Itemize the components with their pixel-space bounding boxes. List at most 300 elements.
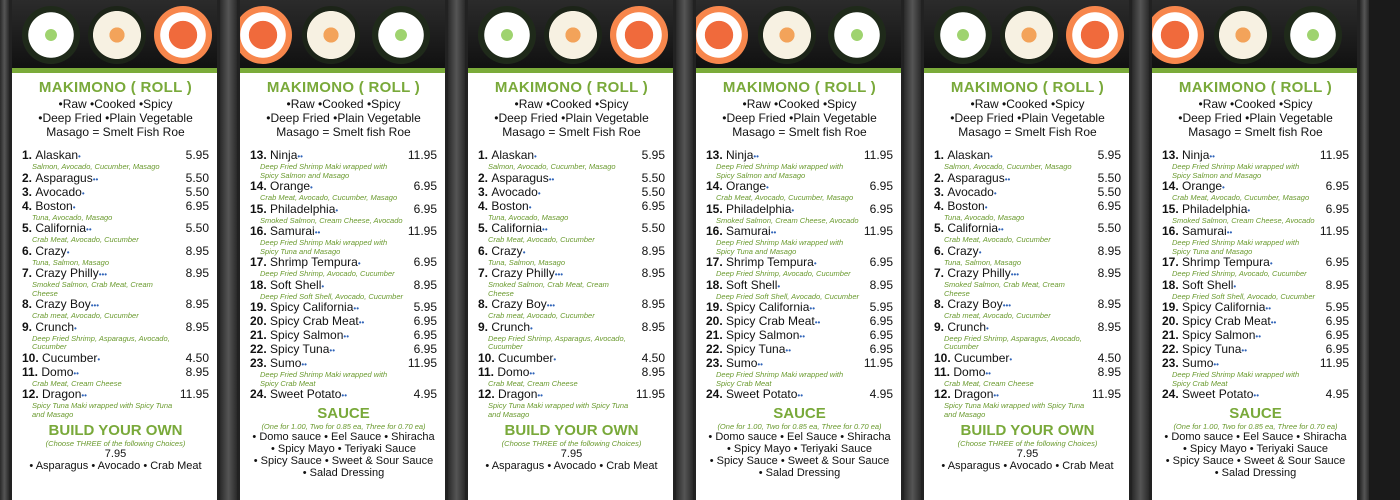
menu-item xyxy=(478,267,665,298)
section-subtitle: (One for 1.00, Two for 0.85 ea, Three for 0.70 ea) xyxy=(1173,422,1338,431)
menu-item-number: 4. xyxy=(934,198,948,213)
menu-item-price: 8.95 xyxy=(641,266,665,280)
sushi-roll-image xyxy=(1214,6,1272,64)
menu-item-label: Ninja xyxy=(270,148,298,162)
menu-item-number: 21. xyxy=(706,328,727,342)
menu-item xyxy=(22,172,209,186)
sauce-line: • Domo sauce • Eel Sauce • Shiracha xyxy=(252,431,435,443)
menu-item-number: 13. xyxy=(250,148,271,162)
menu-item xyxy=(934,267,1121,298)
menu-item xyxy=(250,315,437,329)
menu-item-number: 3. xyxy=(934,184,948,199)
menu-item-price: 5.50 xyxy=(641,184,665,199)
menu-item-price: 4.50 xyxy=(641,350,665,365)
category-marks: ••• xyxy=(1002,301,1012,310)
category-marks: • xyxy=(993,188,997,198)
category-marks: ••• xyxy=(554,270,564,279)
menu-item-number: 20. xyxy=(250,314,271,328)
build-your-own-section xyxy=(478,423,665,472)
menu-item xyxy=(22,222,209,245)
menu-item-number: 2. xyxy=(478,170,492,185)
menu-item-price: 8.95 xyxy=(1097,319,1121,334)
menu-item-label: Sweet Potato xyxy=(1182,387,1254,401)
legend-line: •Raw •Cooked •Spicy xyxy=(58,97,173,111)
category-marks: •• xyxy=(1255,332,1261,341)
menu-item-number: 16. xyxy=(250,224,271,238)
menu-item-number: 13. xyxy=(1162,148,1183,162)
menu-item-label: Dragon xyxy=(498,387,538,401)
menu-item-price: 4.95 xyxy=(1325,387,1349,401)
menu-item-label: Samurai xyxy=(1182,224,1227,238)
menu-item-description: Crab Meat, Avocado, Cucumber, Masago xyxy=(1172,193,1310,202)
menu-item-label: Orange xyxy=(726,179,767,193)
menu-item-number: 14. xyxy=(250,179,271,193)
category-marks: •• xyxy=(86,225,92,234)
menu-item-number: 7. xyxy=(934,266,948,280)
legend-line: •Deep Fried •Plain Vegetable xyxy=(1178,111,1333,125)
category-marks: • xyxy=(1233,281,1237,291)
menu-item xyxy=(934,245,1121,268)
menu-item-price: 11.95 xyxy=(179,387,209,401)
menu-item-price: 8.95 xyxy=(413,277,437,292)
menu-item-number: 11. xyxy=(22,364,42,379)
menu-item-number: 10. xyxy=(22,350,43,365)
menu-item-price: 6.95 xyxy=(869,179,893,193)
menu-item xyxy=(1162,357,1349,388)
menu-item-name xyxy=(478,186,635,200)
menu-item-price: 11.95 xyxy=(407,148,437,162)
menu-item xyxy=(1162,279,1349,302)
sauce-line: • Spicy Mayo • Teriyaki Sauce xyxy=(270,443,417,455)
menu-item xyxy=(706,203,893,226)
menu-item-number: 4. xyxy=(22,198,36,213)
menu-item-name xyxy=(478,352,635,366)
menu-item-price: 5.95 xyxy=(185,148,209,162)
menu-item-price: 8.95 xyxy=(1325,277,1349,292)
menu-item-description: Salmon, Avocado, Cucumber, Masago xyxy=(944,162,1072,171)
menu-item-name xyxy=(1162,203,1319,217)
menu-item-name xyxy=(478,321,635,335)
sushi-roll-image xyxy=(88,6,146,64)
menu-item-number: 17. xyxy=(250,255,271,269)
menu-item-number: 1. xyxy=(478,148,492,162)
menu-board-right xyxy=(237,0,448,500)
menu-title: MAKIMONO ( ROLL ) xyxy=(266,79,421,96)
category-marks: • xyxy=(66,247,70,257)
menu-item-name xyxy=(478,149,635,163)
menu-item-description: Crab Meat, Avocado, Cucumber xyxy=(944,235,1051,244)
menu-item-label: Ninja xyxy=(1182,148,1210,162)
menu-item-label: Spicy California xyxy=(726,300,810,314)
legend-line: Masago = Smelt Fish Roe xyxy=(46,125,185,139)
menu-item-name xyxy=(478,200,635,214)
sushi-roll-image xyxy=(758,6,816,64)
menu-item-price: 8.95 xyxy=(185,364,209,379)
menu-item-description: Deep Fried Shrimp Maki wrapped with Spicy Tuna and Masago xyxy=(260,238,388,256)
menu-item xyxy=(934,298,1121,321)
sushi-photo xyxy=(468,0,673,68)
menu-item-number: 1. xyxy=(934,148,948,162)
menu-item-name xyxy=(22,149,179,163)
menu-item-label: California xyxy=(35,221,87,235)
menu-item-price: 11.95 xyxy=(407,224,437,238)
menu-item-label: Crazy xyxy=(35,243,67,258)
menu-item-description: Tuna, Salmon, Masago xyxy=(488,257,565,267)
menu-item-label: Samurai xyxy=(270,224,315,238)
menu-item-description: Spicy Tuna Maki wrapped with Spicy Tuna and Masago xyxy=(944,401,1085,419)
menu-item-number: 8. xyxy=(934,297,948,311)
menu-item-description: Deep Fried Soft Shell, Avocado, Cucumber xyxy=(1172,291,1315,301)
menu-item xyxy=(1162,256,1349,279)
menu-item xyxy=(706,149,893,180)
menu-item-name xyxy=(478,267,635,281)
category-marks: •• xyxy=(297,152,303,161)
menu-item-label: Avocado xyxy=(35,184,82,199)
menu-item-name xyxy=(1162,279,1319,293)
menu-item-price: 6.95 xyxy=(1325,179,1349,193)
menu-item-number: 23. xyxy=(250,356,271,370)
menu-item-name xyxy=(478,245,635,259)
menu-item-description: Smoked Salmon, Crab Meat, Cream Cheese xyxy=(32,280,153,298)
frame-divider xyxy=(676,0,693,500)
menu-item-list xyxy=(1162,149,1349,402)
category-marks: •• xyxy=(542,225,548,234)
category-marks: •• xyxy=(358,318,365,327)
menu-item-label: Sumo xyxy=(1182,356,1214,370)
menu-item-description: Deep Fried Soft Shell, Avocado, Cucumber xyxy=(716,291,859,301)
menu-item xyxy=(934,200,1121,223)
menu-item-label: Soft Shell xyxy=(726,277,778,292)
menu-item-description: Tuna, Salmon, Masago xyxy=(32,257,109,267)
menu-item-name xyxy=(250,388,407,402)
menu-item-name xyxy=(1162,256,1319,270)
menu-item-name xyxy=(1162,315,1319,329)
menu-item-name xyxy=(22,186,179,200)
menu-item-label: Spicy Crab Meat xyxy=(270,314,359,328)
category-marks: •• xyxy=(1004,174,1011,184)
section-price: 7.95 xyxy=(1016,448,1039,460)
category-marks: •• xyxy=(73,368,79,378)
menu-item xyxy=(478,149,665,172)
frame-divider xyxy=(904,0,921,500)
build-your-own-section xyxy=(934,423,1121,472)
menu-item-label: Sweet Potato xyxy=(270,387,342,401)
legend-line: •Deep Fried •Plain Vegetable xyxy=(38,111,193,125)
menu-item-description: Tuna, Avocado, Masago xyxy=(32,212,113,222)
menu-item-name xyxy=(706,279,863,293)
category-marks: • xyxy=(72,202,76,212)
menu-item-label: California xyxy=(947,221,999,235)
menu-item xyxy=(706,180,893,203)
sushi-roll-image xyxy=(1000,6,1058,64)
sauce-line: • Spicy Sauce • Sweet & Sour Sauce xyxy=(1165,455,1346,467)
menu-item-name xyxy=(250,203,407,217)
legend-line: •Deep Fried •Plain Vegetable xyxy=(266,111,421,125)
category-marks: •• xyxy=(1265,304,1271,313)
category-marks: •• xyxy=(985,368,991,378)
menu-item-price: 8.95 xyxy=(1097,364,1121,379)
menu-item-name xyxy=(934,186,1091,200)
menu-item xyxy=(1162,315,1349,329)
menu-item-number: 22. xyxy=(706,342,727,356)
menu-item xyxy=(706,301,893,315)
menu-item-name xyxy=(934,200,1091,214)
menu-item-price: 5.50 xyxy=(185,184,209,199)
menu-item-number: 9. xyxy=(934,319,948,334)
menu-item-name xyxy=(706,301,863,315)
menu-item xyxy=(706,343,893,357)
menu-item xyxy=(1162,149,1349,180)
menu-item-name xyxy=(934,366,1091,380)
menu-item-description: Tuna, Salmon, Masago xyxy=(944,257,1021,267)
menu-item-name xyxy=(1162,329,1319,343)
menu-item-description: Deep Fried Shrimp Maki wrapped with Spicy Salmon and Masago xyxy=(716,162,844,180)
category-marks: •• xyxy=(314,228,321,237)
menu-item-price: 6.95 xyxy=(1325,314,1349,328)
menu-item-label: Cucumber xyxy=(42,350,98,365)
menu-item-price: 6.95 xyxy=(869,328,893,342)
legend-line: •Raw •Cooked •Spicy xyxy=(514,97,629,111)
menu-item-price: 8.95 xyxy=(185,266,209,280)
menu-item-name xyxy=(934,321,1091,335)
menu-item-number: 5. xyxy=(22,221,36,235)
section-title: BUILD YOUR OWN xyxy=(48,422,183,439)
menu-item-label: Ninja xyxy=(726,148,754,162)
menu-item-name xyxy=(22,172,179,186)
menu-item-label: Spicy California xyxy=(1182,300,1266,314)
menu-item xyxy=(22,366,209,389)
sushi-roll-image xyxy=(1284,6,1342,64)
menu-item-label: Crazy Philly xyxy=(491,266,555,280)
menu-item-label: California xyxy=(491,221,543,235)
menu-item-description: Deep Fried Shrimp, Asparagus, Avocado, Cucumber xyxy=(944,333,1082,351)
menu-board-right xyxy=(693,0,904,500)
menu-item-description: Salmon, Avocado, Cucumber, Masago xyxy=(488,162,616,171)
menu-item xyxy=(22,321,209,352)
menu-item-number: 10. xyxy=(478,350,499,365)
menu-item-label: Crazy Philly xyxy=(35,266,99,280)
menu-item-label: Philadelphia xyxy=(1182,201,1248,216)
menu-item xyxy=(706,357,893,388)
menu-item-label: Crunch xyxy=(35,319,75,334)
category-marks: •• xyxy=(329,346,335,355)
menu-item xyxy=(22,245,209,268)
menu-item-name xyxy=(22,388,179,402)
category-marks: •• xyxy=(797,391,804,400)
menu-item-description: Deep Fried Shrimp Maki wrapped with Spicy Tuna and Masago xyxy=(716,238,844,256)
menu-item xyxy=(1162,180,1349,203)
menu-item xyxy=(250,301,437,315)
menu-item-list xyxy=(478,149,665,419)
sushi-roll-image xyxy=(478,6,536,64)
legend-line: •Raw •Cooked •Spicy xyxy=(286,97,401,111)
menu-item-price: 5.50 xyxy=(641,170,665,185)
category-marks: • xyxy=(81,188,85,198)
category-marks: •• xyxy=(92,174,99,184)
menu-item-label: Orange xyxy=(1182,179,1223,193)
menu-item-description: Crab Meat, Avocado, Cucumber, Masago xyxy=(716,193,854,202)
menu-item-price: 6.95 xyxy=(185,198,209,213)
menu-item-label: Sweet Potato xyxy=(726,387,798,401)
menu-item-number: 21. xyxy=(1162,328,1183,342)
menu-item-price: 6.95 xyxy=(1097,198,1121,213)
section-subtitle: (One for 1.00, Two for 0.85 ea, Three for 0.70 ea) xyxy=(261,422,426,431)
section-price: 7.95 xyxy=(104,448,127,460)
menu-item-description: Deep Fried Shrimp Maki wrapped with Spicy Crab Meat xyxy=(716,370,844,388)
category-marks: •• xyxy=(529,368,535,378)
menu-item-number: 19. xyxy=(1162,300,1183,314)
menu-item xyxy=(706,329,893,343)
menu-item-price: 8.95 xyxy=(1097,243,1121,258)
menu-title: MAKIMONO ( ROLL ) xyxy=(1178,79,1333,96)
category-marks: •• xyxy=(1241,346,1247,355)
sauce-line: • Salad Dressing xyxy=(758,467,841,479)
menu-item-label: Spicy Salmon xyxy=(270,328,344,342)
menu-item-label: Orange xyxy=(270,179,311,193)
category-marks: •• xyxy=(341,391,348,400)
menu-item-price: 5.95 xyxy=(413,300,437,314)
menu-item-name xyxy=(478,366,635,380)
legend-line: •Raw •Cooked •Spicy xyxy=(742,97,857,111)
menu-item-number: 24. xyxy=(706,387,727,401)
menu-item-label: Shrimp Tempura xyxy=(270,255,358,269)
menu-item-number: 20. xyxy=(706,314,727,328)
menu-item-name xyxy=(1162,343,1319,357)
sushi-photo xyxy=(924,0,1129,68)
menu-item-label: Crunch xyxy=(947,319,987,334)
menu-item-number: 6. xyxy=(22,243,36,258)
menu-item-number: 19. xyxy=(706,300,727,314)
sauce-line: • Spicy Mayo • Teriyaki Sauce xyxy=(726,443,873,455)
menu-item-description: Salmon, Avocado, Cucumber, Masago xyxy=(32,162,160,171)
menu-item xyxy=(250,329,437,343)
menu-item-label: Soft Shell xyxy=(270,277,322,292)
category-marks: •• xyxy=(993,391,999,400)
menu-item xyxy=(478,388,665,419)
category-marks: • xyxy=(1222,183,1225,192)
menu-item-number: 19. xyxy=(250,300,271,314)
section-subtitle: (Choose THREE of the following Choices) xyxy=(501,439,642,448)
category-marks: • xyxy=(553,354,557,364)
category-marks: •• xyxy=(81,391,87,400)
menu-item-label: Asparagus xyxy=(947,170,1005,185)
menu-item-price: 5.95 xyxy=(1325,300,1349,314)
menu-item-label: Domo xyxy=(953,364,986,379)
menu-item-name xyxy=(1162,388,1319,402)
menu-item xyxy=(478,321,665,352)
sushi-roll-image xyxy=(544,6,602,64)
menu-item-label: Shrimp Tempura xyxy=(1182,255,1270,269)
menu-item-price: 5.50 xyxy=(1097,184,1121,199)
menu-item-label: Cucumber xyxy=(498,350,554,365)
menu-item-name xyxy=(1162,149,1319,163)
sauce-line: • Domo sauce • Eel Sauce • Shiracha xyxy=(708,431,891,443)
menu-item-price: 5.50 xyxy=(1097,221,1121,235)
sauce-line: • Domo sauce • Eel Sauce • Shiracha xyxy=(1164,431,1347,443)
menu-item-description: Deep Fried Shrimp, Asparagus, Avocado, Cucumber xyxy=(32,333,170,351)
legend-line: •Deep Fried •Plain Vegetable xyxy=(950,111,1105,125)
menu-item xyxy=(250,279,437,302)
menu-item-label: Spicy Crab Meat xyxy=(726,314,815,328)
menu-item-name xyxy=(478,172,635,186)
category-marks: •• xyxy=(998,225,1004,234)
frame-divider xyxy=(1132,0,1149,500)
category-marks: • xyxy=(530,323,533,333)
menu-item-label: Avocado xyxy=(947,184,994,199)
menu-item-label: Philadelphia xyxy=(726,201,792,216)
menu-item-label: Sumo xyxy=(726,356,758,370)
category-marks: •• xyxy=(1213,360,1219,369)
menu-item-description: Crab Meat, Avocado, Cucumber, Masago xyxy=(260,193,398,202)
menu-item-name xyxy=(934,149,1091,163)
sushi-roll-image xyxy=(828,6,886,64)
menu-item-number: 16. xyxy=(1162,224,1183,238)
menu-item xyxy=(934,149,1121,172)
menu-item-price: 11.95 xyxy=(863,224,893,238)
sushi-roll-image xyxy=(1152,6,1204,64)
menu-item xyxy=(1162,225,1349,256)
menu-item-number: 5. xyxy=(934,221,948,235)
menu-item-number: 7. xyxy=(22,266,36,280)
menu-item-name xyxy=(22,245,179,259)
sauce-line: • Salad Dressing xyxy=(1214,467,1297,479)
menu-item-name xyxy=(706,343,863,357)
menu-item-number: 22. xyxy=(250,342,271,356)
category-marks: • xyxy=(986,323,989,333)
menu-item-number: 18. xyxy=(250,277,271,292)
menu-item-price: 6.95 xyxy=(413,342,437,356)
menu-item xyxy=(1162,329,1349,343)
menu-item-name xyxy=(934,352,1091,366)
menu-item-label: Shrimp Tempura xyxy=(726,255,814,269)
category-marks: •• xyxy=(753,152,759,161)
menu-item-list xyxy=(250,149,437,402)
menu-item-price: 5.50 xyxy=(185,170,209,185)
menu-item-list xyxy=(934,149,1121,419)
category-marks: • xyxy=(537,188,541,198)
menu-item-number: 7. xyxy=(478,266,492,280)
sushi-photo xyxy=(12,0,217,68)
menu-item-description: Crab Meat, Cream Cheese xyxy=(488,378,578,388)
menu-item xyxy=(22,388,209,419)
menu-item-description: Deep Fried Soft Shell, Avocado, Cucumber xyxy=(260,291,403,301)
menu-item-number: 1. xyxy=(22,148,36,162)
menu-item-number: 12. xyxy=(934,387,955,401)
menu-item-price: 5.95 xyxy=(869,300,893,314)
section-title: SAUCE xyxy=(317,405,370,422)
category-marks: • xyxy=(97,354,101,364)
menu-item xyxy=(22,149,209,172)
frame-divider xyxy=(448,0,465,500)
sauce-line: • Spicy Sauce • Sweet & Sour Sauce xyxy=(253,455,434,467)
menu-item xyxy=(22,186,209,200)
section-options: • Asparagus • Avocado • Crab Meat xyxy=(29,460,202,472)
sauce-section xyxy=(250,406,437,479)
menu-item xyxy=(934,321,1121,352)
menu-item-description: Deep Fried Shrimp, Avocado, Cucumber xyxy=(716,269,851,278)
menu-item xyxy=(934,352,1121,366)
menu-item-price: 11.95 xyxy=(407,356,437,370)
menu-item-number: 23. xyxy=(706,356,727,370)
category-marks: •• xyxy=(1226,228,1233,237)
menu-item-label: Asparagus xyxy=(35,170,93,185)
menu-board-left xyxy=(9,0,220,500)
category-marks: • xyxy=(990,152,993,161)
menu-item-price: 6.95 xyxy=(869,255,893,269)
menu-item-price: 4.50 xyxy=(1097,350,1121,365)
sauce-section xyxy=(706,406,893,479)
menu-item-number: 5. xyxy=(478,221,492,235)
